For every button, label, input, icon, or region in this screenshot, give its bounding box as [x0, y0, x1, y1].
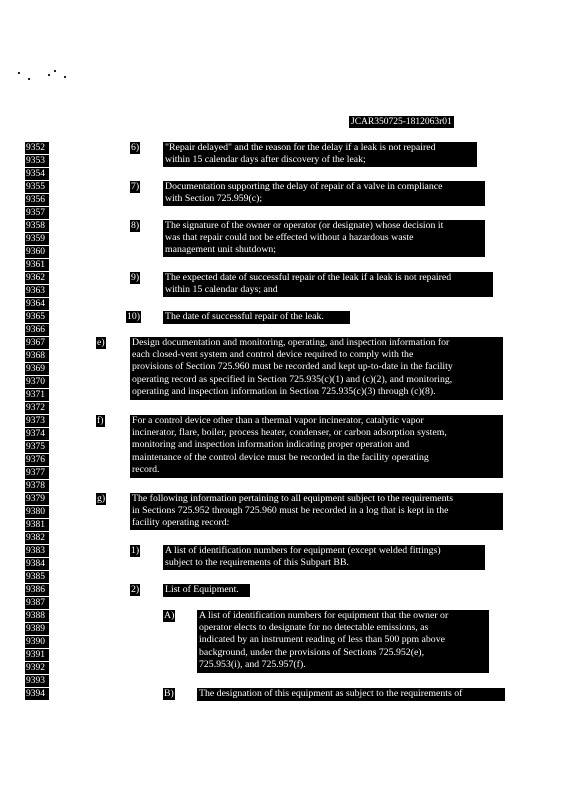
text-line: List of Equipment. — [165, 584, 239, 595]
line-number: 9390 — [25, 636, 49, 648]
item-marker: f) — [97, 415, 104, 426]
text-line: maintenance of the control device must be recorded in the facility operating — [132, 451, 429, 463]
text-line: The signature of the owner or operator (or designate) whose decision it — [165, 220, 444, 231]
line-number: 9384 — [25, 558, 49, 570]
line-number: 9353 — [25, 155, 49, 167]
line-number: 9387 — [25, 597, 49, 609]
line-number: 9376 — [25, 454, 49, 466]
line-number: 9355 — [25, 181, 49, 193]
item-marker: 7) — [131, 181, 140, 192]
text-block-g — [130, 493, 503, 530]
scan-speck — [48, 74, 50, 76]
item-marker: 1) — [131, 545, 140, 556]
line-number: 9370 — [25, 376, 49, 388]
text-line: in Sections 725.952 through 725.960 must be recorded in a log that is kept in the — [132, 505, 449, 517]
line-number: 9361 — [25, 259, 49, 271]
line-number: 9352 — [25, 142, 49, 154]
item-marker: 10) — [127, 311, 141, 322]
text-block-9 — [163, 272, 493, 297]
text-line: The following information pertaining to all equipment subject to the requirements — [132, 493, 454, 504]
line-number: 9356 — [25, 194, 49, 206]
text-block-8 — [163, 220, 485, 257]
item-marker: e) — [97, 337, 105, 348]
line-number: 9392 — [25, 662, 49, 674]
scan-speck — [28, 78, 30, 80]
text-line: management unit shutdown; — [165, 244, 277, 256]
line-number: 9372 — [25, 402, 49, 414]
text-line: indicated by an instrument reading of less than 500 ppm above — [199, 634, 445, 646]
text-line: operating record as specified in Section 725.935(c)(1) and (c)(2), and monitoring, — [132, 373, 453, 385]
text-block-6 — [163, 142, 477, 167]
text-line: subject to the requirements of this Subpart BB. — [165, 557, 349, 569]
line-number: 9382 — [25, 532, 49, 544]
text-block-A — [197, 610, 489, 673]
line-number: 9381 — [25, 519, 49, 531]
text-line: "Repair delayed" and the reason for the delay if a leak is not repaired — [165, 142, 436, 153]
line-number: 9389 — [25, 623, 49, 635]
line-number: 9368 — [25, 350, 49, 362]
scan-speck — [54, 70, 56, 72]
scan-speck — [64, 76, 66, 78]
line-number: 9380 — [25, 506, 49, 518]
text-line: with Section 725.959(c); — [165, 193, 263, 205]
line-number: 9391 — [25, 649, 49, 661]
line-number: 9386 — [25, 584, 49, 596]
line-number: 9378 — [25, 480, 49, 492]
text-line: within 15 calendar days after discovery of the leak; — [165, 154, 366, 166]
text-block-e — [130, 337, 503, 400]
document-id: JCAR350725-1812063r01 — [351, 117, 452, 127]
text-block-1 — [163, 545, 485, 570]
line-number: 9354 — [25, 168, 49, 180]
line-number: 9394 — [25, 688, 49, 700]
line-number: 9379 — [25, 493, 49, 505]
text-line: The expected date of successful repair of the leak if a leak is not repaired — [165, 272, 452, 283]
line-number: 9375 — [25, 441, 49, 453]
text-line: facility operating record: — [132, 517, 230, 529]
text-line: within 15 calendar days; and — [165, 284, 278, 296]
line-number: 9385 — [25, 571, 49, 583]
text-line: Design documentation and monitoring, operating, and inspection information for — [132, 337, 450, 348]
text-line: The designation of this equipment as subject to the requirements of — [199, 688, 463, 699]
item-marker: 9) — [131, 272, 140, 283]
text-line: operator elects to designate for no detectable emissions, as — [199, 622, 429, 634]
line-number: 9388 — [25, 610, 49, 622]
text-line: incinerator, flare, boiler, process heater, condenser, or carbon adsorption system, — [132, 427, 447, 439]
scan-speck — [18, 72, 20, 74]
text-block-B — [197, 688, 505, 701]
item-marker: A) — [164, 610, 175, 621]
text-block-f — [130, 415, 503, 478]
text-line: provisions of Section 725.960 must be recorded and kept up-to-date in the facility — [132, 361, 453, 373]
line-number: 9377 — [25, 467, 49, 479]
line-number: 9357 — [25, 207, 49, 219]
text-line: Documentation supporting the delay of repair of a valve in compliance — [165, 181, 443, 192]
line-number: 9359 — [25, 233, 49, 245]
text-line: record. — [132, 463, 160, 475]
text-line: For a control device other than a thermal vapor incinerator, catalytic vapor — [132, 415, 424, 426]
line-number: 9367 — [25, 337, 49, 349]
item-marker: 8) — [131, 220, 140, 231]
text-block-2 — [163, 584, 250, 597]
item-marker: g) — [97, 493, 106, 504]
text-line: 725.953(i), and 725.957(f). — [199, 658, 306, 670]
text-line: monitoring and inspection information indicating proper operation and — [132, 439, 410, 451]
text-line: A list of identification numbers for equipment that the owner or — [199, 610, 449, 621]
line-number: 9373 — [25, 415, 49, 427]
line-number: 9371 — [25, 389, 49, 401]
line-number: 9383 — [25, 545, 49, 557]
text-line: was that repair could not be effected without a hazardous waste — [165, 232, 414, 244]
line-number: 9374 — [25, 428, 49, 440]
text-block-7 — [163, 181, 485, 206]
item-marker: 6) — [131, 142, 140, 153]
text-line: operating and inspection information in Section 725.935(c)(3) through (c)(8). — [132, 385, 436, 397]
line-number: 9364 — [25, 298, 49, 310]
line-number: 9360 — [25, 246, 49, 258]
line-number: 9363 — [25, 285, 49, 297]
line-number: 9366 — [25, 324, 49, 336]
item-marker: B) — [164, 688, 174, 699]
text-line: background, under the provisions of Sections 725.952(e), — [199, 646, 425, 658]
line-number: 9358 — [25, 220, 49, 232]
text-line: The date of successful repair of the leak. — [165, 311, 324, 322]
text-line: each closed-vent system and control device required to comply with the — [132, 349, 414, 361]
text-line: A list of identification numbers for equipment (except welded fittings) — [165, 545, 441, 556]
line-number: 9365 — [25, 311, 49, 323]
line-number: 9362 — [25, 272, 49, 284]
text-block-10 — [163, 311, 350, 324]
item-marker: 2) — [131, 584, 140, 595]
line-number: 9393 — [25, 675, 49, 687]
line-number: 9369 — [25, 363, 49, 375]
